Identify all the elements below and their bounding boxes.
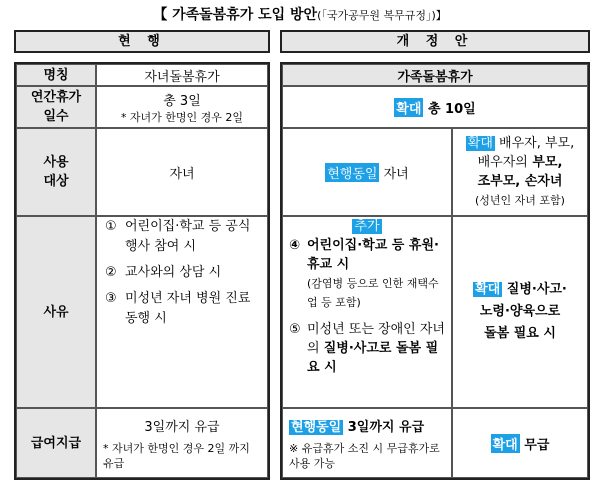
current-pay: 3일까지 유급 * 자녀가 한명인 경우 2일 까지 유급 <box>96 408 268 478</box>
expand-tag: 확대 <box>394 98 423 117</box>
label-reason: 사유 <box>16 216 96 408</box>
label-usage-target: 사용 대상 <box>16 128 96 216</box>
reason-item-4: ④ 어린이집·학교 등 휴원·휴교 시 <box>289 238 439 272</box>
current-target: 자녀 <box>96 128 268 216</box>
current-days: 총 3일 * 자녀가 한명인 경우 2일 <box>96 86 268 128</box>
revision-pay-same: 현행동일 3일까지 유급 ※ 유급휴가 소진 시 무급휴가로 사용 가능 <box>282 408 452 478</box>
revision-days: 확대 총 10일 <box>282 86 588 128</box>
label-annual-days: 연간휴가 일수 <box>16 86 96 128</box>
current-reasons <box>96 216 268 408</box>
label-name: 명칭 <box>16 64 96 86</box>
revision-target-same: 현행동일 자녀 <box>282 128 452 216</box>
current-name: 자녀돌봄휴가 <box>96 64 268 86</box>
header-revision: 개 정 안 <box>280 30 590 53</box>
add-tag: 추가 <box>354 219 380 234</box>
reason-item-2: ② 교사와의 상담 시 <box>105 265 222 280</box>
label-pay: 급여지급 <box>16 408 96 478</box>
reason-item-3: ③ 미성년 자녀 병원 진료 동행 시 <box>105 291 251 326</box>
revision-target-expand: 확대 배우자, 부모, 배우자의 부모, 조부모, 손자녀 (성년인 자녀 포함) <box>452 128 588 216</box>
revision-reason-add: 추가 ④ 어린이집·학교 등 휴원·휴교 시 (감염병 등으로 인한 재택수업 등 포함) ⑤ 미성년 또는 장애인 자녀의 질병·사고로 돌봄 필요 시 <box>282 216 452 408</box>
expand-tag: 확대 <box>475 282 501 297</box>
same-tag: 현행동일 <box>291 419 342 435</box>
expand-tag: 확대 <box>491 434 520 453</box>
revision-name: 가족돌봄휴가 <box>282 64 588 86</box>
reason-item-5: ⑤ 미성년 또는 장애인 자녀의 질병·사고로 돌봄 필요 시 <box>289 322 445 375</box>
expand-tag: 확대 <box>467 136 493 151</box>
revision-reason-expand: 확대 질병·사고· 노령·양육으로 돌봄 필요 시 <box>452 216 588 408</box>
header-current: 현 행 <box>14 30 270 53</box>
same-tag: 현행동일 <box>325 163 379 182</box>
revision-pay-expand: 확대 무급 <box>452 408 588 478</box>
reason-item-1: ① 어린이집·학교 등 공식행사 참여 시 <box>105 219 251 254</box>
page-title: 【 가족돌봄휴가 도입 방안(「국가공무원 복무규정」)】 <box>153 7 447 23</box>
